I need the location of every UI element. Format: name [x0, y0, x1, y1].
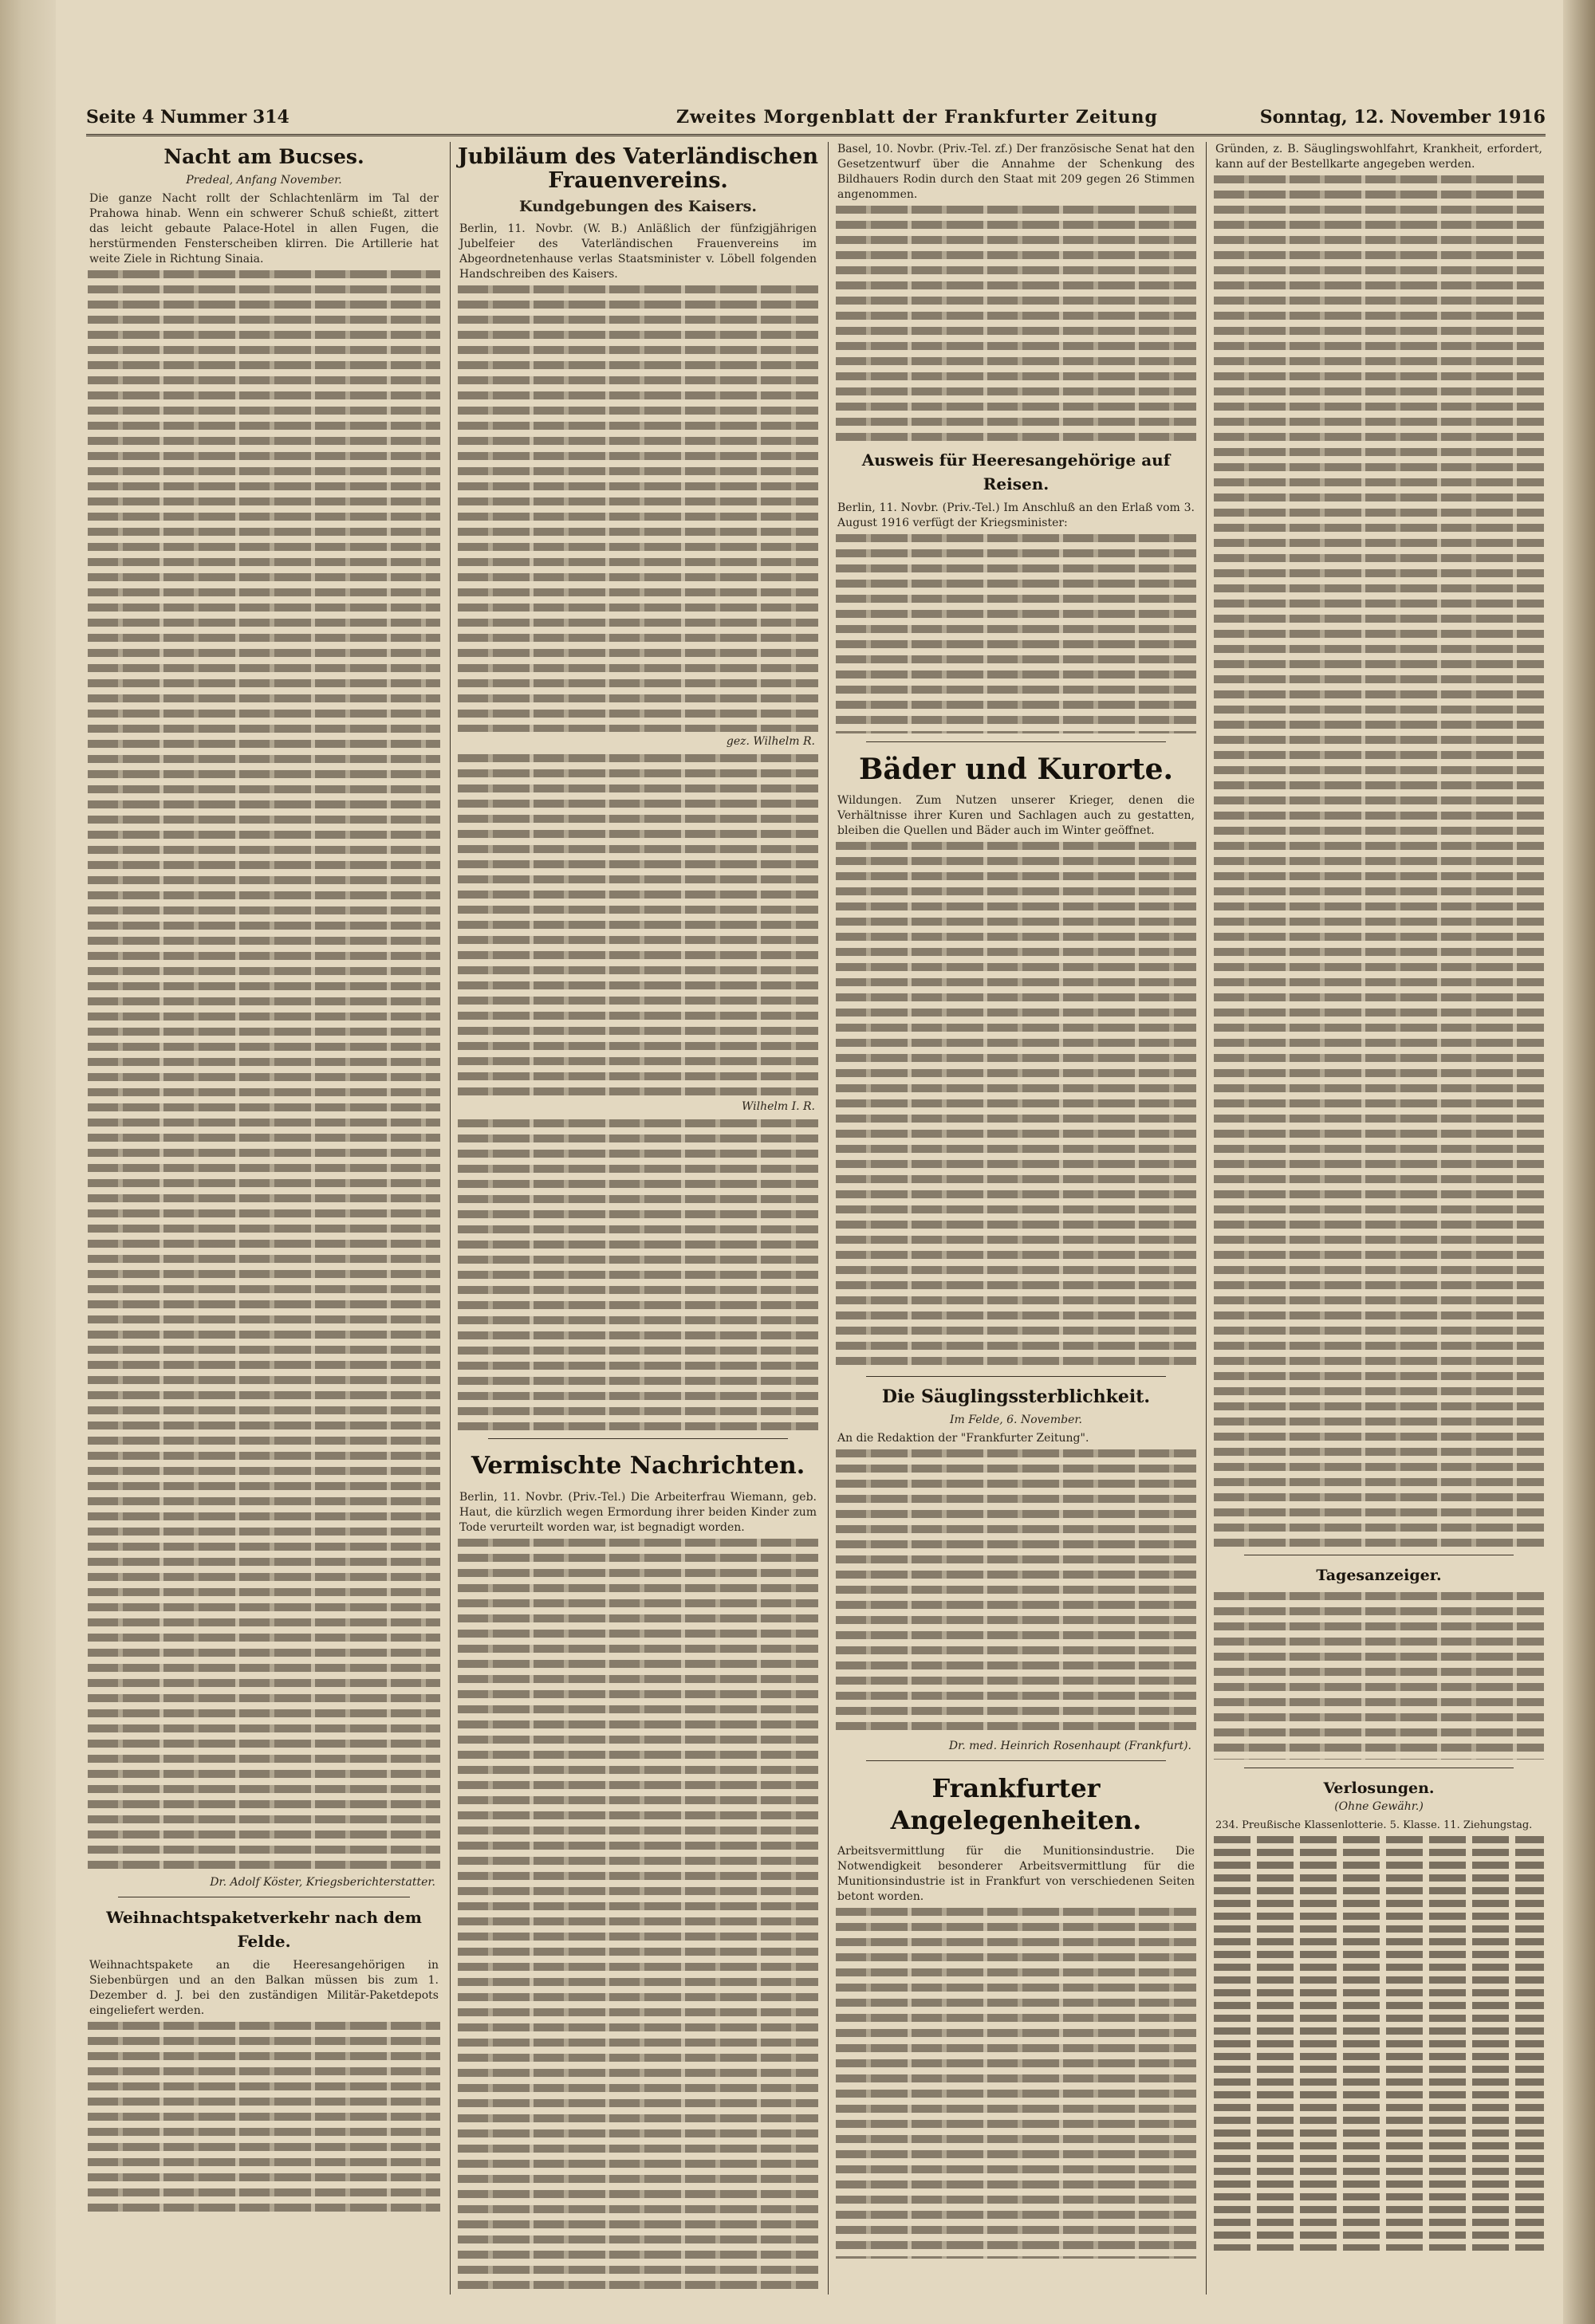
article-dateline: Im Felde, 6. November.: [950, 1414, 1082, 1426]
article-text-block: [88, 2022, 440, 2213]
article-subtitle: Kundgebungen des Kaisers.: [519, 198, 757, 215]
newspaper-title: Zweites Morgenblatt der Frankfurter Zeitung: [676, 107, 1158, 128]
article-signature: gez. Wilhelm R.: [726, 735, 815, 748]
article-signature: Dr. med. Heinrich Rosenhaupt (Frankfurt).: [948, 1740, 1191, 1752]
article-text: Arbeitsvermittlung für die Munitionsindustrie. Die Notwendigkeit besonderer Arbeitsvermittlung für die Munitionsindustrie ist in Frankfurt von verschiedenen Seiten betont worden.: [837, 1845, 1195, 1903]
article-title: Tagesanzeiger.: [1316, 1567, 1442, 1584]
article-title: Jubiläum des Vaterländischen Frauenvereins.: [458, 144, 818, 193]
article-title: Frankfurter Angelegenheiten.: [890, 1773, 1142, 1835]
article-text-block: [836, 842, 1196, 1368]
page-edge: [1563, 0, 1595, 2324]
listing-block: [1214, 1592, 1544, 1760]
article-note: (Ohne Gewähr.): [1334, 1800, 1424, 1813]
article-text-block: [458, 754, 818, 1097]
article-title: Ausweis für Heeresangehörige auf Reisen.: [861, 450, 1171, 494]
article-text: Berlin, 11. Novbr. (W. B.) Anläßlich der fünfzigjährigen Jubelfeier des Vaterländischen Frauenvereins im Abgeordnetenhause verlas Staatsminister v. Löbell folgenden Handschreiben des Kaisers.: [459, 222, 817, 281]
article-text-block: [88, 270, 440, 1873]
divider: [866, 741, 1166, 742]
masthead: [86, 102, 1546, 136]
article-text-block: [458, 1119, 818, 1430]
lottery-numbers-table: [1214, 1836, 1544, 2251]
book-spine: [0, 0, 56, 2324]
article-text: Gründen, z. B. Säuglingswohlfahrt, Krankheit, erfordert, kann auf der Bestellkarte angegeben werden.: [1215, 143, 1542, 171]
article-dateline: Predeal, Anfang November.: [186, 174, 342, 187]
article-title: Weihnachtspaketverkehr nach dem Felde.: [106, 1908, 422, 1951]
article-text: Berlin, 11. Novbr. (Priv.-Tel.) Die Arbeiterfrau Wiemann, geb. Haut, die kürzlich wegen Ermordung ihrer beiden Kinder zum Tode verurteilt worden war, ist begnadigt worden.: [459, 1491, 817, 1534]
article-text: Wildungen. Zum Nutzen unserer Krieger, denen die Verhältnisse ihrer Kuren und Sachlagen auch zu gestatten, bleiben die Quellen und Bäder auch im Winter geöffnet.: [837, 794, 1195, 837]
article-text-block: [458, 285, 818, 732]
article-title: Die Säuglingssterblichkeit.: [881, 1386, 1151, 1407]
column-rule: [1206, 142, 1207, 2295]
article-signature: Dr. Adolf Köster, Kriegsberichterstatter.: [210, 1876, 435, 1889]
article-text-block: [836, 1449, 1196, 1736]
article-text: An die Redaktion der "Frankfurter Zeitung".: [837, 1432, 1089, 1445]
divider: [866, 1760, 1166, 1761]
column-3: [834, 142, 1198, 2295]
article-title: Bäder und Kurorte.: [858, 753, 1174, 786]
column-1: [86, 142, 442, 2295]
article-text-block: [836, 206, 1196, 445]
article-text-block: [458, 1539, 818, 2295]
article-text-block: [1214, 175, 1544, 1547]
divider: [488, 1438, 788, 1439]
article-title: Nacht am Bucses.: [163, 145, 364, 168]
article-title: Vermischte Nachrichten.: [471, 1452, 805, 1480]
article-text: Basel, 10. Novbr. (Priv.-Tel. zf.) Der französische Senat hat den Gesetzentwurf über die Annahme der Schenkung des Bildhauers Rodin durch den Staat mit 209 gegen 26 Stimmen angenommen.: [837, 143, 1195, 201]
column-rule: [828, 142, 829, 2295]
column-4: [1212, 142, 1546, 2295]
article-text: Berlin, 11. Novbr. (Priv.-Tel.) Im Anschluß an den Erlaß vom 3. August 1916 verfügt der Kriegsminister:: [837, 501, 1195, 529]
article-text: 234. Preußische Klassenlotterie. 5. Klasse. 11. Ziehungstag.: [1215, 1819, 1533, 1831]
issue-date: Sonntag, 12. November 1916: [1259, 107, 1546, 128]
page-number: Seite 4 Nummer 314: [86, 107, 289, 128]
column-rule: [450, 142, 451, 2295]
article-text: Weihnachtspakete an die Heeresangehörigen in Siebenbürgen und an den Balkan müssen bis zum 1. Dezember d. J. bei den zuständigen Militär-Paketdepots eingeliefert werden.: [89, 1959, 439, 2017]
article-signature: Wilhelm I. R.: [741, 1100, 815, 1113]
article-text: Die ganze Nacht rollt der Schlachtenlärm im Tal der Prahowa hinab. Wenn ein schwerer Schuß schießt, zittert das leicht gebaute Palace-Hotel in allen Fugen, die herstürmenden Fensterscheiben klirren. Die Artillerie hat weite Ziele in Richtung Sinaia.: [89, 192, 439, 265]
article-title: Verlosungen.: [1323, 1779, 1435, 1797]
article-text-block: [836, 1908, 1196, 2259]
column-2: [456, 142, 820, 2295]
divider: [866, 1376, 1166, 1377]
article-text-block: [836, 534, 1196, 733]
